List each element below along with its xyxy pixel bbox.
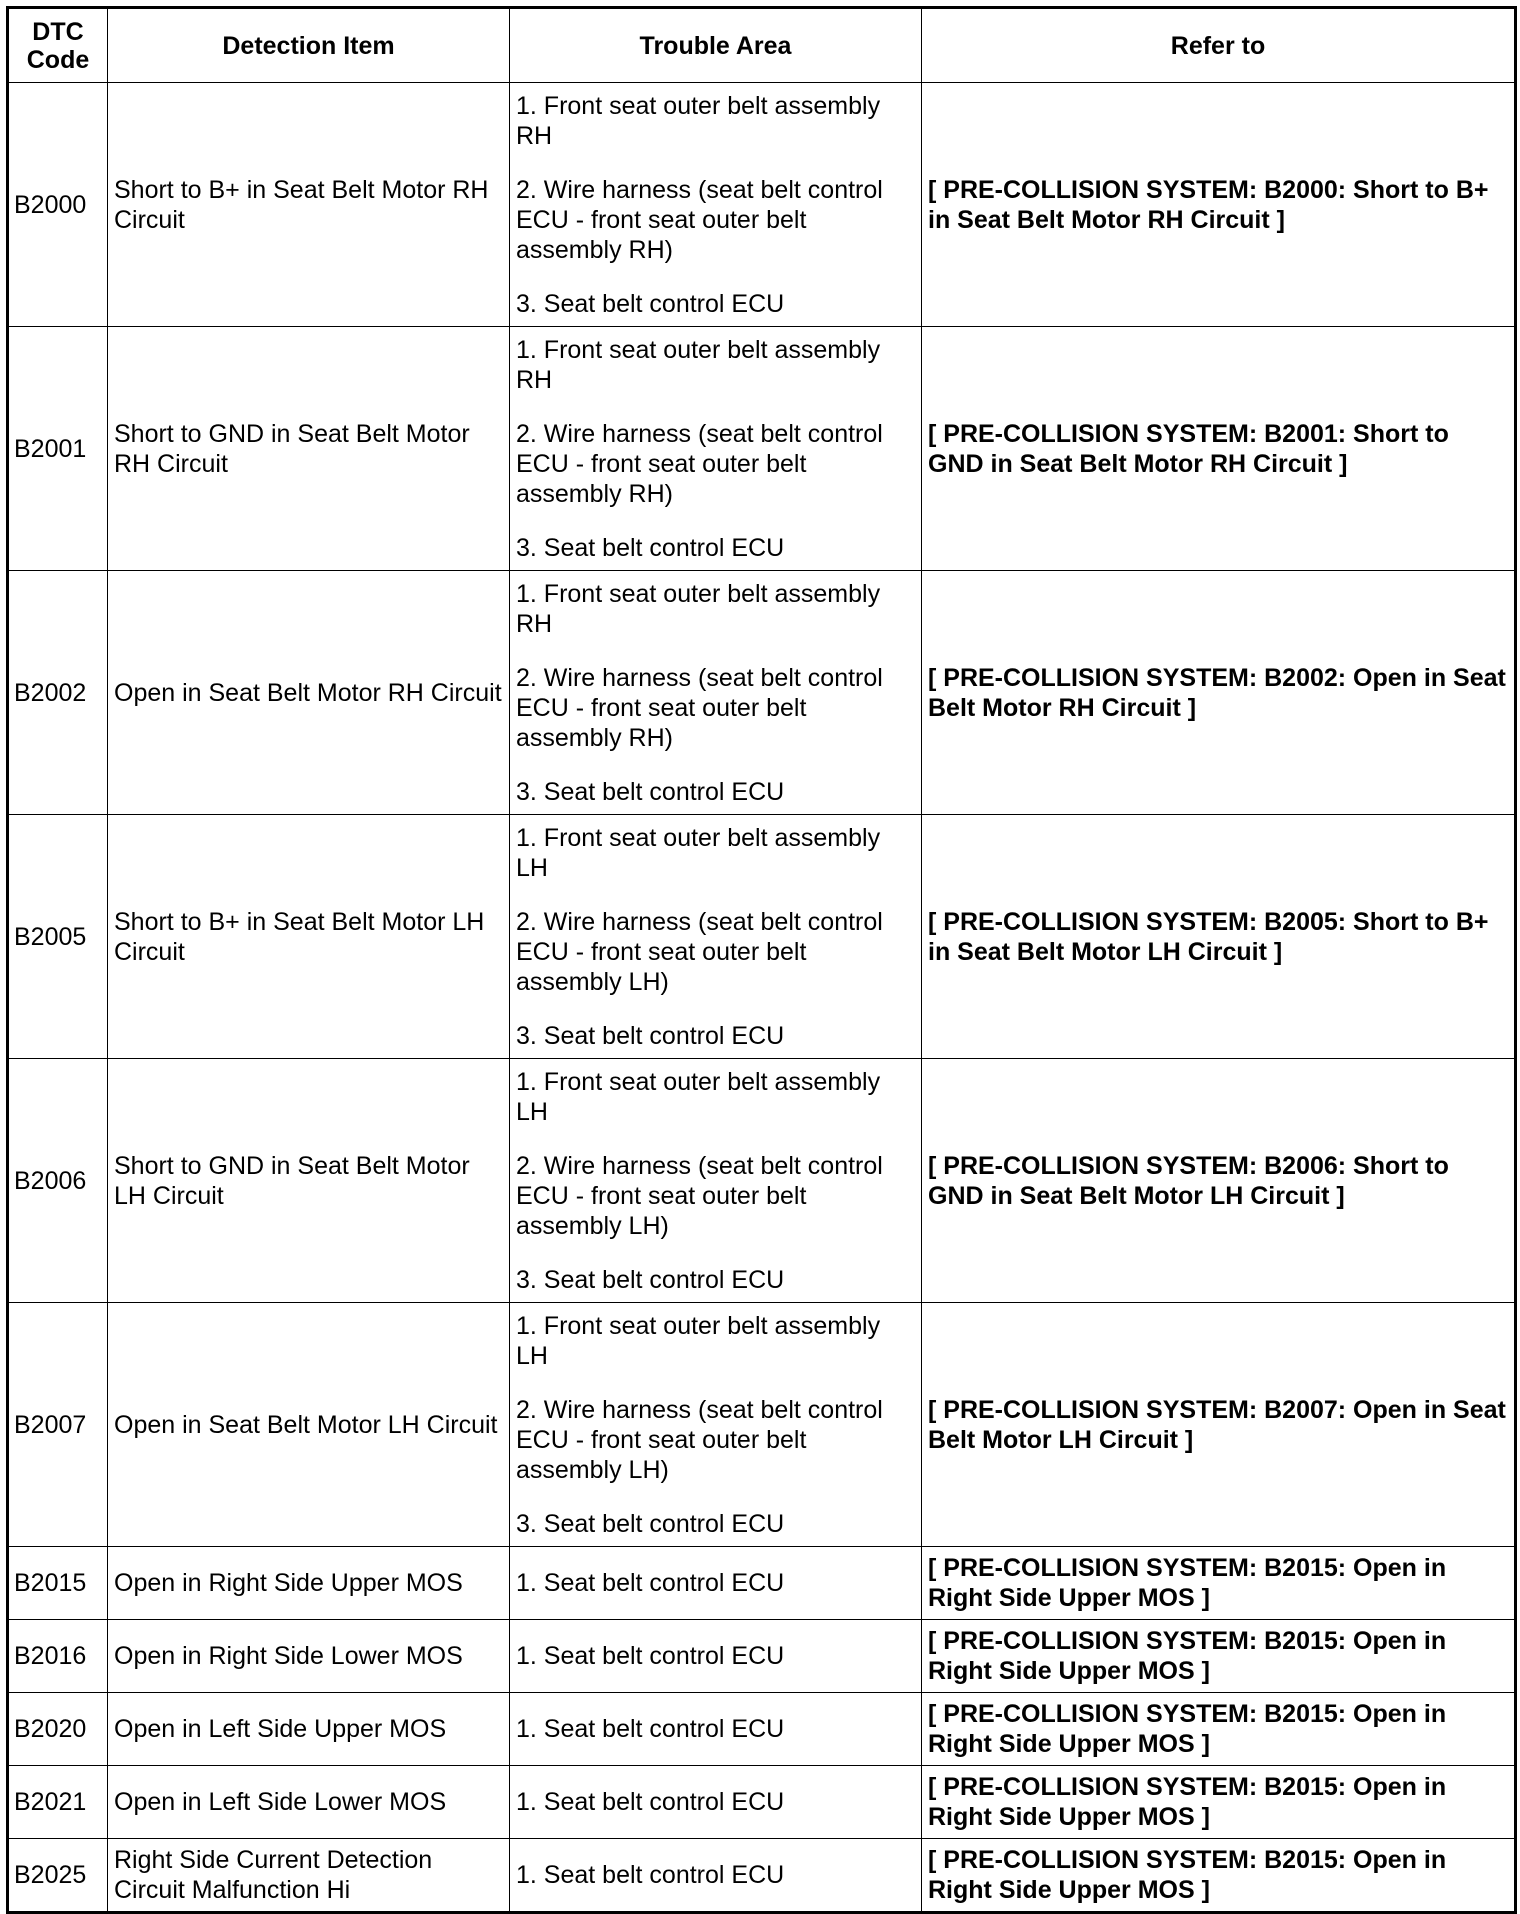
trouble-area — [510, 1303, 922, 1547]
refer-link[interactable]: [ PRE-COLLISION SYSTEM: B2005: Short to B+ in Seat Belt Motor LH Circuit ] — [922, 815, 1516, 1059]
trouble-area — [510, 1839, 922, 1913]
trouble-area-item: 1. Seat belt control ECU — [516, 1861, 785, 1889]
table-row — [8, 1766, 1516, 1839]
trouble-area — [510, 327, 922, 571]
detection-item: Short to GND in Seat Belt Motor LH Circuit — [108, 1059, 510, 1303]
trouble-area-item: 1. Front seat outer belt assembly RH — [516, 91, 881, 150]
detection-item: Short to B+ in Seat Belt Motor RH Circuit — [108, 83, 510, 327]
refer-link[interactable]: [ PRE-COLLISION SYSTEM: B2000: Short to B+ in Seat Belt Motor RH Circuit ] — [922, 83, 1516, 327]
trouble-area-item: 1. Front seat outer belt assembly LH — [516, 1067, 881, 1126]
detection-item: Right Side Current Detection Circuit Malfunction Hi — [108, 1839, 510, 1913]
trouble-area-item: 1. Seat belt control ECU — [516, 1569, 785, 1597]
dtc-code: B2005 — [8, 815, 108, 1059]
trouble-area — [510, 1693, 922, 1766]
table-row — [8, 1693, 1516, 1766]
trouble-area-item: 2. Wire harness (seat belt control ECU - front seat outer belt assembly RH) — [516, 175, 883, 264]
trouble-area-item: 3. Seat belt control ECU — [516, 1021, 785, 1050]
dtc-code: B2007 — [8, 1303, 108, 1547]
trouble-area-item: 2. Wire harness (seat belt control ECU - front seat outer belt assembly LH) — [516, 1395, 883, 1484]
trouble-area — [510, 1620, 922, 1693]
detection-item: Open in Seat Belt Motor LH Circuit — [108, 1303, 510, 1547]
refer-link[interactable]: [ PRE-COLLISION SYSTEM: B2007: Open in Seat Belt Motor LH Circuit ] — [922, 1303, 1516, 1547]
dtc-code: B2021 — [8, 1766, 108, 1839]
refer-link[interactable]: [ PRE-COLLISION SYSTEM: B2015: Open in Right Side Upper MOS ] — [922, 1766, 1516, 1839]
trouble-area-item: 1. Seat belt control ECU — [516, 1642, 785, 1670]
trouble-area-item: 1. Front seat outer belt assembly LH — [516, 1311, 881, 1370]
header-refer-to: Refer to — [922, 8, 1516, 83]
table-row — [8, 815, 1516, 1059]
detection-item: Open in Seat Belt Motor RH Circuit — [108, 571, 510, 815]
refer-link[interactable]: [ PRE-COLLISION SYSTEM: B2006: Short to GND in Seat Belt Motor LH Circuit ] — [922, 1059, 1516, 1303]
refer-link[interactable]: [ PRE-COLLISION SYSTEM: B2002: Open in Seat Belt Motor RH Circuit ] — [922, 571, 1516, 815]
dtc-code: B2016 — [8, 1620, 108, 1693]
detection-item: Short to B+ in Seat Belt Motor LH Circuit — [108, 815, 510, 1059]
dtc-code: B2002 — [8, 571, 108, 815]
trouble-area-item: 3. Seat belt control ECU — [516, 1509, 785, 1538]
trouble-area-item: 2. Wire harness (seat belt control ECU - front seat outer belt assembly LH) — [516, 1151, 883, 1240]
table-row — [8, 327, 1516, 571]
table-row — [8, 1547, 1516, 1620]
detection-item: Open in Left Side Lower MOS — [108, 1766, 510, 1839]
trouble-area-item: 2. Wire harness (seat belt control ECU - front seat outer belt assembly RH) — [516, 419, 883, 508]
dtc-code: B2001 — [8, 327, 108, 571]
header-dtc-code: DTC Code — [8, 8, 108, 83]
trouble-area-item: 1. Front seat outer belt assembly LH — [516, 823, 881, 882]
dtc-code: B2020 — [8, 1693, 108, 1766]
trouble-area-item: 3. Seat belt control ECU — [516, 1265, 785, 1294]
trouble-area-item: 3. Seat belt control ECU — [516, 777, 785, 806]
trouble-area — [510, 1059, 922, 1303]
trouble-area-item: 3. Seat belt control ECU — [516, 289, 785, 318]
table-row — [8, 571, 1516, 815]
refer-link[interactable]: [ PRE-COLLISION SYSTEM: B2015: Open in Right Side Upper MOS ] — [922, 1620, 1516, 1693]
detection-item: Open in Left Side Upper MOS — [108, 1693, 510, 1766]
trouble-area-item: 3. Seat belt control ECU — [516, 533, 785, 562]
trouble-area — [510, 571, 922, 815]
refer-link[interactable]: [ PRE-COLLISION SYSTEM: B2015: Open in Right Side Upper MOS ] — [922, 1547, 1516, 1620]
dtc-code: B2006 — [8, 1059, 108, 1303]
table-row — [8, 1620, 1516, 1693]
trouble-area-item: 1. Front seat outer belt assembly RH — [516, 579, 881, 638]
refer-link[interactable]: [ PRE-COLLISION SYSTEM: B2001: Short to GND in Seat Belt Motor RH Circuit ] — [922, 327, 1516, 571]
detection-item: Open in Right Side Upper MOS — [108, 1547, 510, 1620]
refer-link[interactable]: [ PRE-COLLISION SYSTEM: B2015: Open in Right Side Upper MOS ] — [922, 1693, 1516, 1766]
trouble-area — [510, 1547, 922, 1620]
trouble-area — [510, 83, 922, 327]
trouble-area — [510, 1766, 922, 1839]
trouble-area — [510, 815, 922, 1059]
trouble-area-item: 1. Front seat outer belt assembly RH — [516, 335, 881, 394]
trouble-area-item: 2. Wire harness (seat belt control ECU - front seat outer belt assembly LH) — [516, 907, 883, 996]
detection-item: Open in Right Side Lower MOS — [108, 1620, 510, 1693]
trouble-area-item: 2. Wire harness (seat belt control ECU - front seat outer belt assembly RH) — [516, 663, 883, 752]
dtc-code: B2025 — [8, 1839, 108, 1913]
table-row — [8, 1059, 1516, 1303]
header-row — [8, 8, 1516, 83]
refer-link[interactable]: [ PRE-COLLISION SYSTEM: B2015: Open in Right Side Upper MOS ] — [922, 1839, 1516, 1913]
trouble-area-item: 1. Seat belt control ECU — [516, 1715, 785, 1743]
header-trouble-area: Trouble Area — [510, 8, 922, 83]
trouble-area-item: 1. Seat belt control ECU — [516, 1788, 785, 1816]
dtc-table — [6, 6, 1517, 1914]
table-row — [8, 1839, 1516, 1913]
detection-item: Short to GND in Seat Belt Motor RH Circuit — [108, 327, 510, 571]
dtc-code: B2000 — [8, 83, 108, 327]
table-row — [8, 1303, 1516, 1547]
table-row — [8, 83, 1516, 327]
dtc-code: B2015 — [8, 1547, 108, 1620]
header-detection-item: Detection Item — [108, 8, 510, 83]
